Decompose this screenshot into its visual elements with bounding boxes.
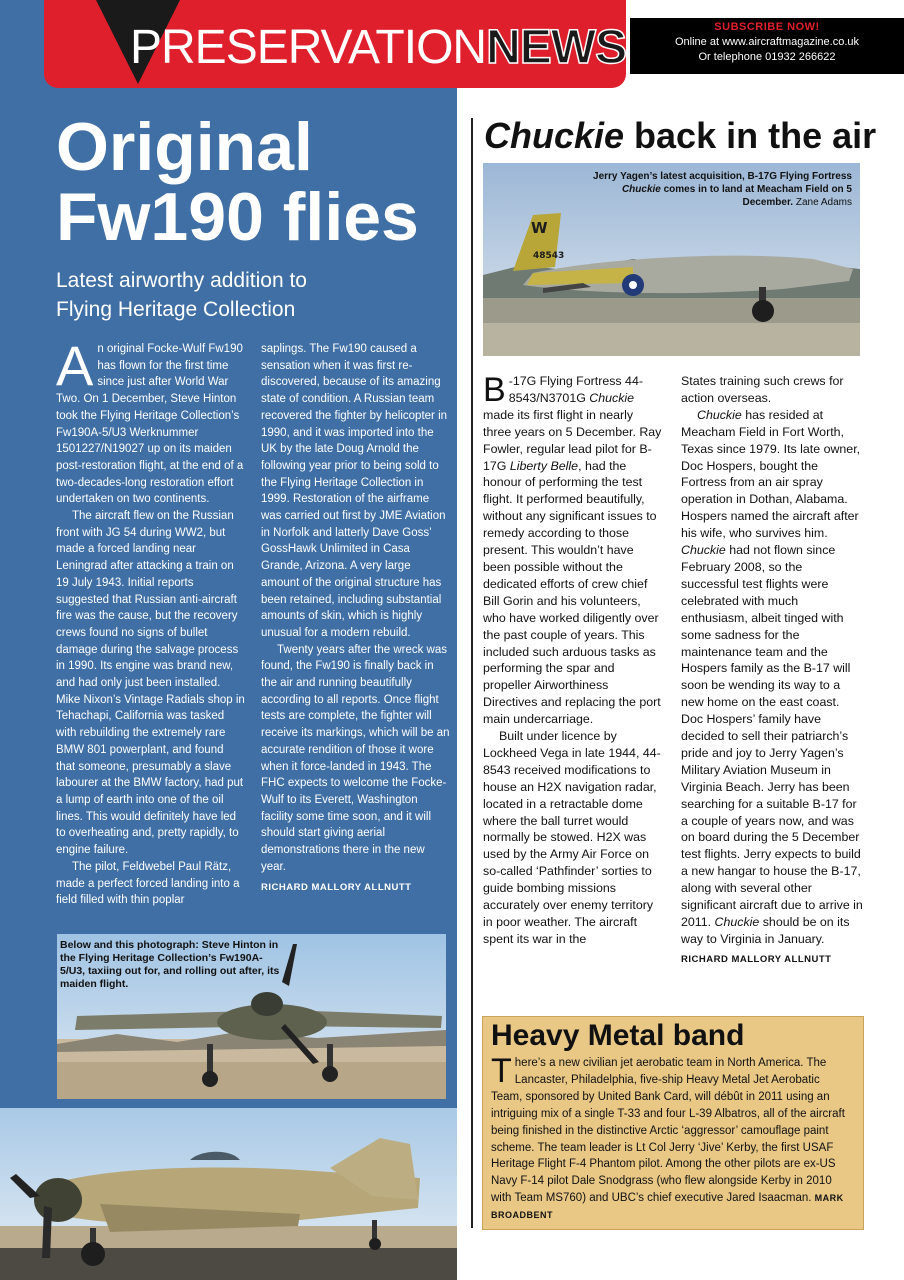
chuckie-column-1: B -17G Flying Fortress 44-8543/N3701G Chuckie made its first flight in nearly three years on 5 December. Ray Fowler, regular lead pilot for B-17G Liberty Belle, had the honour of performing the test flight. It performed beautifully, without any significant issues to remedy according to those present. This wouldn’t have been possible without the dedicated efforts of crew chief Bill Gorin and his volunteers, who have worked diligently over the past couple of years. This included such arduous tasks as performing the spar and propeller Airworthiness Directives and replacing the port main undercarriage. Built under licence by Lockheed Vega in late 1944, 44-8543 received modifications to house an H2X navigation radar, located in a retractable dome where the ball turret would normally be stowed. H2X was used by the Army Air Force on so-called ‘Pathfinder’ sorties to guide bombing missions accurately over enemy territory in poor weather. The aircraft spent its war in the xyxy=(483,371,662,946)
fw190-photo-caption: Below and this photograph: Steve Hinton in the Flying Heritage Collection’s Fw190A-5/U3, taxiing out for, and rolling out after, its maiden flight. xyxy=(60,939,280,990)
fw190-byline: RICHARD MALLORY ALLNUTT xyxy=(261,881,412,893)
fw190-dek: Latest airworthy addition to Flying Heritage Collection xyxy=(56,269,307,321)
chuckie-paragraph-2b: States training such crews for action overseas. xyxy=(681,374,844,405)
fw190-headline: Original Fw190 flies xyxy=(56,109,419,255)
subscribe-online: Online at www.aircraftmagazine.co.uk xyxy=(674,36,860,48)
heavy-metal-byline: MARK BROADBENT xyxy=(491,1193,844,1221)
chuckie-dropcap: B xyxy=(483,371,506,409)
fw190-paragraph-3: The pilot, Feldwebel Paul Rätz, made a perfect forced landing into a field filled with thin poplar xyxy=(56,860,240,907)
fw190-dropcap: A xyxy=(56,334,94,397)
fw190-paragraph-4: Twenty years after the wreck was found, the Fw190 is finally back in the air and running beautifully according to all reports. Once flight tests are complete, the fighter will receive its markings, which will be an accurate rendition of those it wore when it force-landed in 1943. The FHC expects to welcome the Focke-Wulf to its Everett, Washington facility some time soon, and it will should start giving aerial demonstrations there in the new year. xyxy=(261,643,450,873)
chuckie-paragraph-3: Chuckie has resided at Meacham Field in Fort Worth, Texas since 1979. Its late owner, Doc Hospers, bought the Fortress from an air spray operation in Dothan, Alabama. Hospers named the aircraft after his wife, who survives him. Chuckie had not flown since February 2008, so the successful test flights were celebrated with much enthusiasm, albeit tinged with some sadness for the maintenance team and the Hospers family as the B-17 will soon be wending its way to a new home on the east coast. Doc Hospers’ family have decided to sell their patriarch’s pride and joy to Jerry Yagen’s Military Aviation Museum in Virginia Beach. Jerry has been searching for a suitable B-17 for a couple of years now, and was on board during the 5 December test flights. Jerry expects to build a new hangar to house the B-17, along with several other significant aircraft due to arrive in 2011. Chuckie should be on its way to Virginia in January. xyxy=(681,407,863,946)
fw190-column-2 xyxy=(261,341,451,896)
subscribe-box xyxy=(630,18,904,74)
fw190-column-1: An original Focke-Wulf Fw190 has flown for the first time since just after World War Two. On 1 December, Steve Hinton took the Flying Heritage Collection’s Fw190A-5/U3 Werknummer 1501227/N19027 up on its maiden post-restoration flight, at the end of a two-decades-long restoration effort undertaken on two continents. The aircraft flew on the Russian front with JG 54 during WW2, but made a forced landing near Leningrad after attacking a train on 19 July 1943. Initial reports suggested that Russian anti-aircraft fire was the cause, but the recovery crews found no signs of bullet damage during the salvage process in 1990. Its engine was brand new, and had only just been installed. Mike Nixon’s Vintage Radials shop in Tehachapi, California was tasked with rebuilding the extremely rare BMW 801 powerplant, and found that someone, presumably a slave labourer at the BMW factory, had put a lump of earth into one of the oil lines. This would definitely have led to overheating and, pretty rapidly, to engine failure. The pilot, Feldwebel Paul Rätz, made a perfect forced landing into a field filled with thin poplar xyxy=(56,341,245,909)
fw190-paragraph-3b: saplings. The Fw190 caused a sensation when it was first re-discovered, because of its amazing state of condition. A Russian team recovered the fighter by helicopter in 1990, and it was imported into the UK by the late Doug Arnold the following year prior to being sold to the Flying Heritage Collection in 1999. Restoration of the airframe was carried out first by JME Aviation in Norfolk and latterly Dave Goss’ GossHawk Unlimited in Casa Grande, Arizona. A very large amount of the original structure has been retained, including substantial amounts of skin, which is highly unusual for a modern rebuild. xyxy=(261,343,448,639)
fw190-rollout-photo xyxy=(0,1108,457,1280)
heavy-metal-title: Heavy Metal band xyxy=(491,1019,745,1052)
section-title: PRESERVATIONNEWS xyxy=(130,21,626,74)
b17-photo-caption: Jerry Yagen’s latest acquisition, B-17G Flying Fortress Chuckie comes in to land at Meacham Field on 5 December. Zane Adams xyxy=(593,171,852,208)
heavy-metal-text: There’s a new civilian jet aerobatic team in North America. The Lancaster, Philadelphia, five-ship Heavy Metal Jet Aerobatic Team, sponsored by United Bank Card, will débût in 2011 using an intriguing mix of a single T-33 and four L-39 Albatros, all of the aircraft being finished in the distinctive Arctic ‘aggressor’ camouflage paint scheme. The team leader is Lt Col Jerry ‘Jive’ Kerby, the first USAF Heritage Flight F-4 Phantom pilot. Among the other pilots are ex-US Navy F-14 pilot Dale Snodgrass (who flew alongside Kerby in 2010 with Team MS760) and UBC’s chief executive Jared Isaacman. MARK BROADBENT xyxy=(491,1052,845,1221)
chuckie-column-2 xyxy=(681,373,863,969)
section-banner xyxy=(44,0,626,88)
chuckie-byline: RICHARD MALLORY ALLNUTT xyxy=(681,953,832,965)
b17-tail-serial: 48543 xyxy=(533,251,565,261)
subscribe-heading: SUBSCRIBE NOW! xyxy=(714,21,820,33)
subscribe-phone: Or telephone 01932 266622 xyxy=(698,51,836,63)
chuckie-headline: Chuckie back in the air xyxy=(484,115,877,156)
column-rule xyxy=(471,118,473,1228)
chuckie-paragraph-2: Built under licence by Lockheed Vega in late 1944, 44-8543 received modifications to house an H2X navigation radar, located in a retractable dome where the ball turret would normally be stowed. H2X was used by the Army Air Force on so-called ‘Pathfinder’ sorties to guide bombing missions accurately over enemy territory in poor weather. The aircraft spent its war in the xyxy=(483,729,661,946)
heavy-metal-dropcap: T xyxy=(491,1052,512,1090)
b17-tail-code: W xyxy=(531,219,548,237)
fw190-paragraph-2: The aircraft flew on the Russian front with JG 54 during WW2, but made a forced landing near Leningrad after attacking a train on 19 July 1943. Initial reports suggested that Russian anti-aircraft fire was the cause, but the recovery crews found no signs of bullet damage during the salvage process in 1990. Its engine was brand new, and had only just been installed. Mike Nixon’s Vintage Radials shop in Tehachapi, California was tasked with rebuilding the extremely rare BMW 801 powerplant, and found that someone, presumably a slave labourer at the BMW factory, had put a lump of earth into one of the oil lines. This would definitely have led to overheating and, pretty rapidly, to engine failure. xyxy=(56,510,245,857)
heavy-metal-sidebar xyxy=(482,1016,864,1230)
